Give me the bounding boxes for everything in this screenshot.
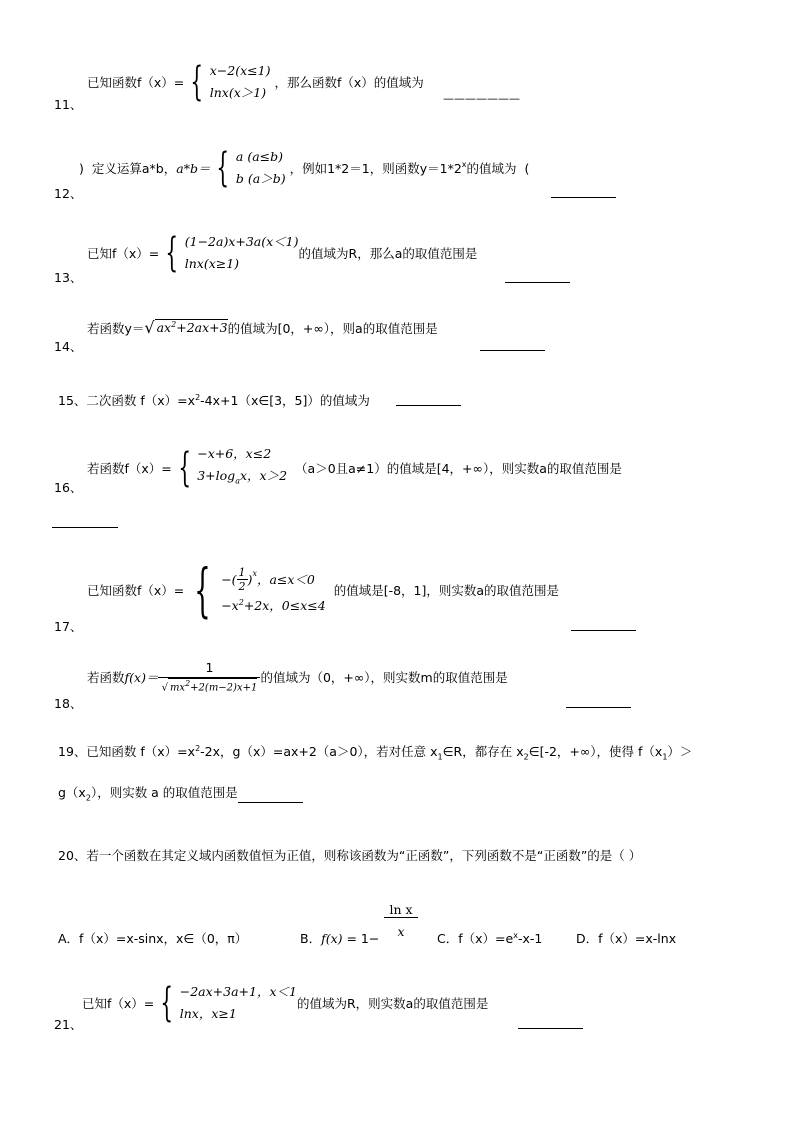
q17-case2sup: 2 [238,597,244,607]
q15-text: 15、二次函数 f（x）=x [58,393,196,408]
q12-number: 12、 [54,186,83,201]
q12-tail: ( [524,160,530,176]
q13-answer-blank[interactable] [505,282,570,283]
q19-line2a: g（x [58,785,86,800]
q12-lead: ) [79,160,84,176]
q16-answer-blank[interactable] [52,527,118,528]
q11-pre: 已知函数f（x）= [87,75,185,90]
q20-option-c-b: -x-1 [517,931,543,946]
brace-icon: { [190,59,204,105]
q20-stem: 20、若一个函数在其定义域内函数值恒为正值，则称该函数为“正函数”，下列函数不是“正函数”的是（ ） [58,848,642,863]
q17-answer-blank[interactable] [571,630,636,631]
q20-option-a[interactable]: A．f（x）=x-sinx，x∈（0，π） [58,931,248,946]
q14-rad: ax [156,320,172,336]
q16-pre: 若函数f（x）= [87,460,172,476]
q17-case2a: −x [221,598,239,613]
q15-answer-blank[interactable] [396,405,461,406]
q16-post: （a＞0且a≠1）的值域是[4，+∞），则实数a的取值范围是 [295,460,622,476]
q16-number: 16、 [54,480,83,495]
q11-case1: x−2(x≤1) [209,63,271,78]
q20-option-b-label: B． [300,931,322,946]
q20-option-c[interactable] [437,929,542,947]
q14-stem [87,318,438,337]
q17-number: 17、 [54,619,83,634]
q21-answer-blank[interactable] [518,1028,583,1029]
q20-option-c-a: C．f（x）=e [437,931,514,946]
brace-icon: { [194,556,212,624]
q21-case1: −2ax+3a+1，x＜1 [179,984,297,999]
q19-line1e: ）＞ [667,744,693,759]
q18-fx: f(x)＝ [124,669,159,685]
q20-option-b-den: x [397,924,405,939]
sqrt-icon: √ [161,682,168,694]
q12-post: ，例如1*2＝1，则函数y＝1*2 [289,161,462,176]
q17-case1c: ，a≤x＜0 [256,572,315,587]
q18-post: 的值域为（0，+∞），则实数m的取值范围是 [260,669,508,685]
q12-answer-blank[interactable] [551,197,616,198]
q16-stem [87,443,622,493]
q14-answer-blank[interactable] [480,350,545,351]
q20-option-b-eq: = 1− [342,931,380,946]
q18-den1: mx [169,682,186,694]
q17-pre: 已知函数f（x）= [87,583,185,598]
q21-case2: lnx，x≥1 [179,1006,237,1021]
q11-stem [87,60,424,104]
q12-case1: a (a≤b) [235,149,284,164]
q14-rad-sup: 2 [171,320,177,330]
q20-option-b-fraction [384,902,418,939]
q14-post: 的值域为[0，+∞），则a的取值范围是 [227,320,438,336]
q17-frac-num: 1 [238,565,246,579]
q11-number: 11、 [54,97,83,112]
q18-numerator: 1 [158,660,260,678]
q12-stem [79,146,529,190]
q16-case2sub: a [235,476,240,486]
q19-answer-blank[interactable] [238,802,303,803]
q19-line1a: 19、已知函数 f（x）=x [58,744,196,759]
brace-icon: { [165,230,179,276]
q19-line1 [58,742,692,762]
q16-case2a: 3+log [197,468,236,483]
q13-stem [87,231,477,275]
q11-answer-blank[interactable]: ——————— [443,92,520,105]
q17-post: 的值域是[-8，1]，则实数a的取值范围是 [333,583,560,598]
q12-eq: a*b＝ [176,161,211,176]
q15-text2: -4x+1（x∈[3，5]）的值域为 [200,393,370,408]
brace-icon: { [160,980,174,1026]
q21-post: 的值域为R，则实数a的取值范围是 [296,996,489,1011]
brace-icon: { [216,145,230,191]
q19-sub3: 1 [662,752,668,762]
q19-line1b: -2x，g（x）=ax+2（a＞0），若对任意 x [200,744,438,759]
sqrt-icon: √ [144,318,155,337]
q17-frac-den: 2 [238,579,246,593]
q20-option-d[interactable]: D．f（x）=x-lnx [576,931,677,946]
q15-sup: 2 [195,392,201,402]
q16-case1: −x+6，x≤2 [197,446,272,461]
q17-case2b: +2x，0≤x≤4 [243,598,326,613]
q18-pre: 若函数 [87,669,125,685]
q20-option-c-sup: x [513,930,518,940]
q20-option-b[interactable] [300,929,379,947]
q16-case2b: x，x＞2 [239,468,288,483]
q18-den2: +2(m−2)x+1 [190,682,258,694]
q20-option-b-num: ln x [384,902,418,918]
q18-stem [87,660,508,693]
q18-number: 18、 [54,696,83,711]
q19-sub4: 2 [85,793,91,803]
q12-post2: 的值域为 [466,161,517,176]
q13-case1: (1−2a)x+3a(x＜1) [184,234,299,249]
q11-case2: lnx(x＞1) [209,85,267,100]
q13-number: 13、 [54,270,83,285]
brace-icon: { [178,444,191,491]
q15-stem [58,391,370,409]
q21-number: 21、 [54,1017,83,1032]
q14-number: 14、 [54,339,83,354]
q12-pre: 定义运算a*b， [91,161,177,176]
q18-den-sup: 2 [185,679,191,688]
q21-pre: 已知f（x）= [82,996,155,1011]
q13-case2: lnx(x≥1) [184,256,240,271]
q17-case1sup: x [252,568,257,578]
q14-rad2: +2ax+3 [176,320,228,336]
q19-line1c: ∈R，都存在 x [442,744,524,759]
q17-case1b: ) [247,571,253,587]
q19-line1d: ∈[-2，+∞），使得 f（x [528,744,663,759]
q19-line1sup: 2 [195,743,201,753]
q17-stem [87,556,560,624]
q13-pre: 已知f（x）= [87,246,160,261]
q19-line2 [58,783,303,803]
q19-line2b: ），则实数 a 的取值范围是 [90,785,238,800]
q14-pre: 若函数y＝ [87,320,145,336]
q19-sub1: 1 [437,752,443,762]
q17-case1a: −( [221,571,237,587]
q19-sub2: 2 [523,752,529,762]
q20-option-b-fx: f(x) [321,931,343,946]
q12-sup: x [461,159,467,169]
q18-answer-blank[interactable] [566,707,631,708]
q21-stem [82,981,488,1025]
q11-post: ，那么函数f（x）的值域为 [274,75,424,90]
q12-case2: b (a＞b) [235,171,286,186]
q13-post: 的值域为R，那么a的取值范围是 [298,246,478,261]
